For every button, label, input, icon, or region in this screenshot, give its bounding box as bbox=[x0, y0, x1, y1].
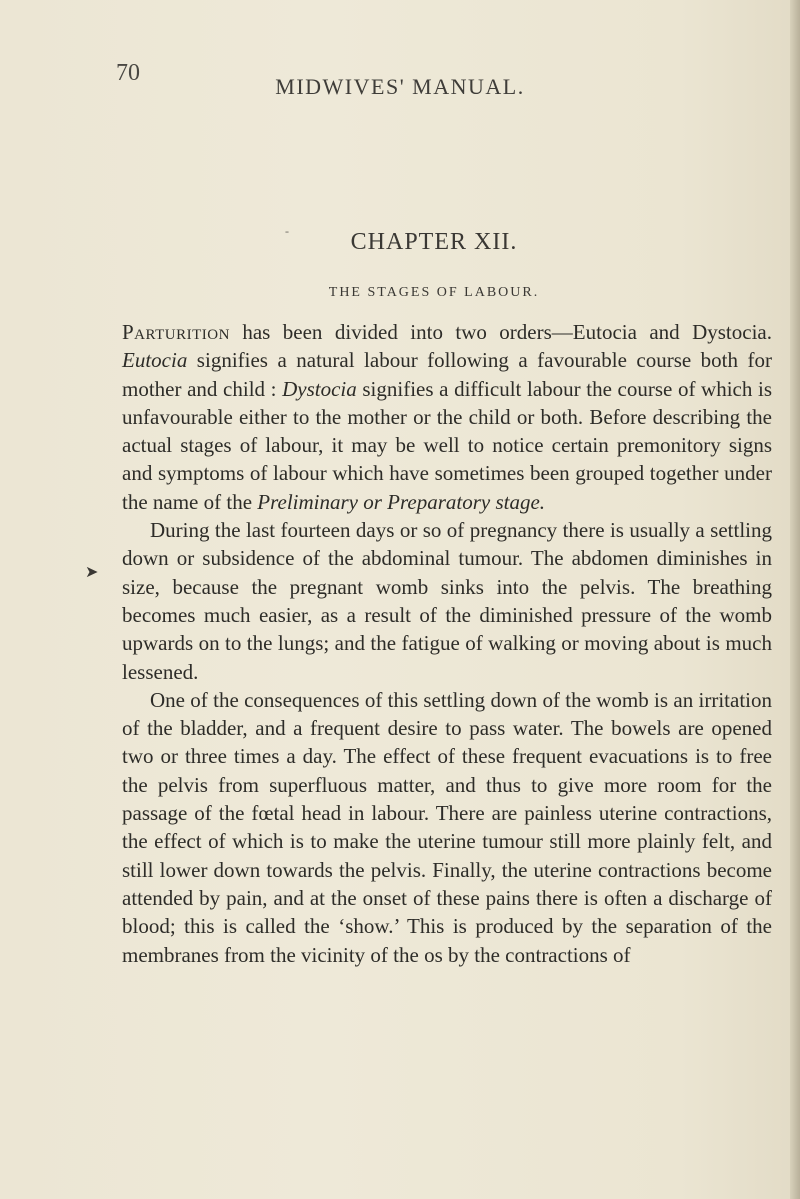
text-segment: During the last fourteen days or so of pregnancy there is usually a settling down or subsidence of the abdominal tumour. The abdomen diminishes in size, because the pregnant womb sinks into the pelvis. The breathing becomes much easier, as a result of the diminished pressure of the womb upwards on to the lungs; and the fatigue of walking or moving about is much lessened. bbox=[122, 518, 772, 684]
running-head: MIDWIVES' MANUAL. bbox=[275, 74, 525, 99]
paragraph-2 bbox=[122, 516, 772, 686]
text-segment: has been divided into two orders—Eutocia and Dystocia. bbox=[229, 320, 772, 344]
body-text bbox=[122, 318, 772, 969]
page-number: 70 bbox=[116, 60, 140, 86]
margin-arrow-icon: ➤ bbox=[85, 564, 99, 581]
paragraph-3 bbox=[122, 686, 772, 969]
page-edge bbox=[790, 0, 800, 1199]
paragraph-1 bbox=[122, 318, 772, 516]
italic-term: Dystocia bbox=[282, 376, 357, 401]
paragraph-lead: Parturition bbox=[122, 320, 230, 344]
chapter-title: CHAPTER XII. bbox=[350, 229, 518, 255]
stray-mark: - bbox=[285, 224, 289, 238]
italic-term: Preliminary or Preparatory stage. bbox=[257, 489, 546, 514]
text-segment: One of the consequences of this settling down of the womb is an irritation of the bladder, and a frequent desire to pass water. The bowels are opened two or three times a day. The effect of these frequent evacuations is to free the pelvis from superfluous matter, and thus to give more room for the passage of the fœtal head in labour. There are painless uterine contractions, the effect of which is to make the uterine tumour still more plainly felt, and still lower down towards the pelvis. Finally, the uterine contractions become attended by pain, and at the onset of these pains there is often a discharge of blood; this is called the ‘show.’ This is produced by the separation of the membranes from the vicinity of the os by the contractions of bbox=[122, 687, 772, 967]
text-segment: signifies a difficult labour the course of which is unfavourable either to the mother or the child or both. Before describing the actual stages of labour, it may be well to notice certain premonitory signs and symptoms of labour which have sometimes been grouped together under the name of the bbox=[122, 376, 772, 514]
text-segment: signifies a natural labour following a favourable course both for mother and child : bbox=[122, 348, 772, 401]
section-title: THE STAGES OF LABOUR. bbox=[328, 285, 540, 300]
italic-term: Eutocia bbox=[122, 348, 188, 373]
